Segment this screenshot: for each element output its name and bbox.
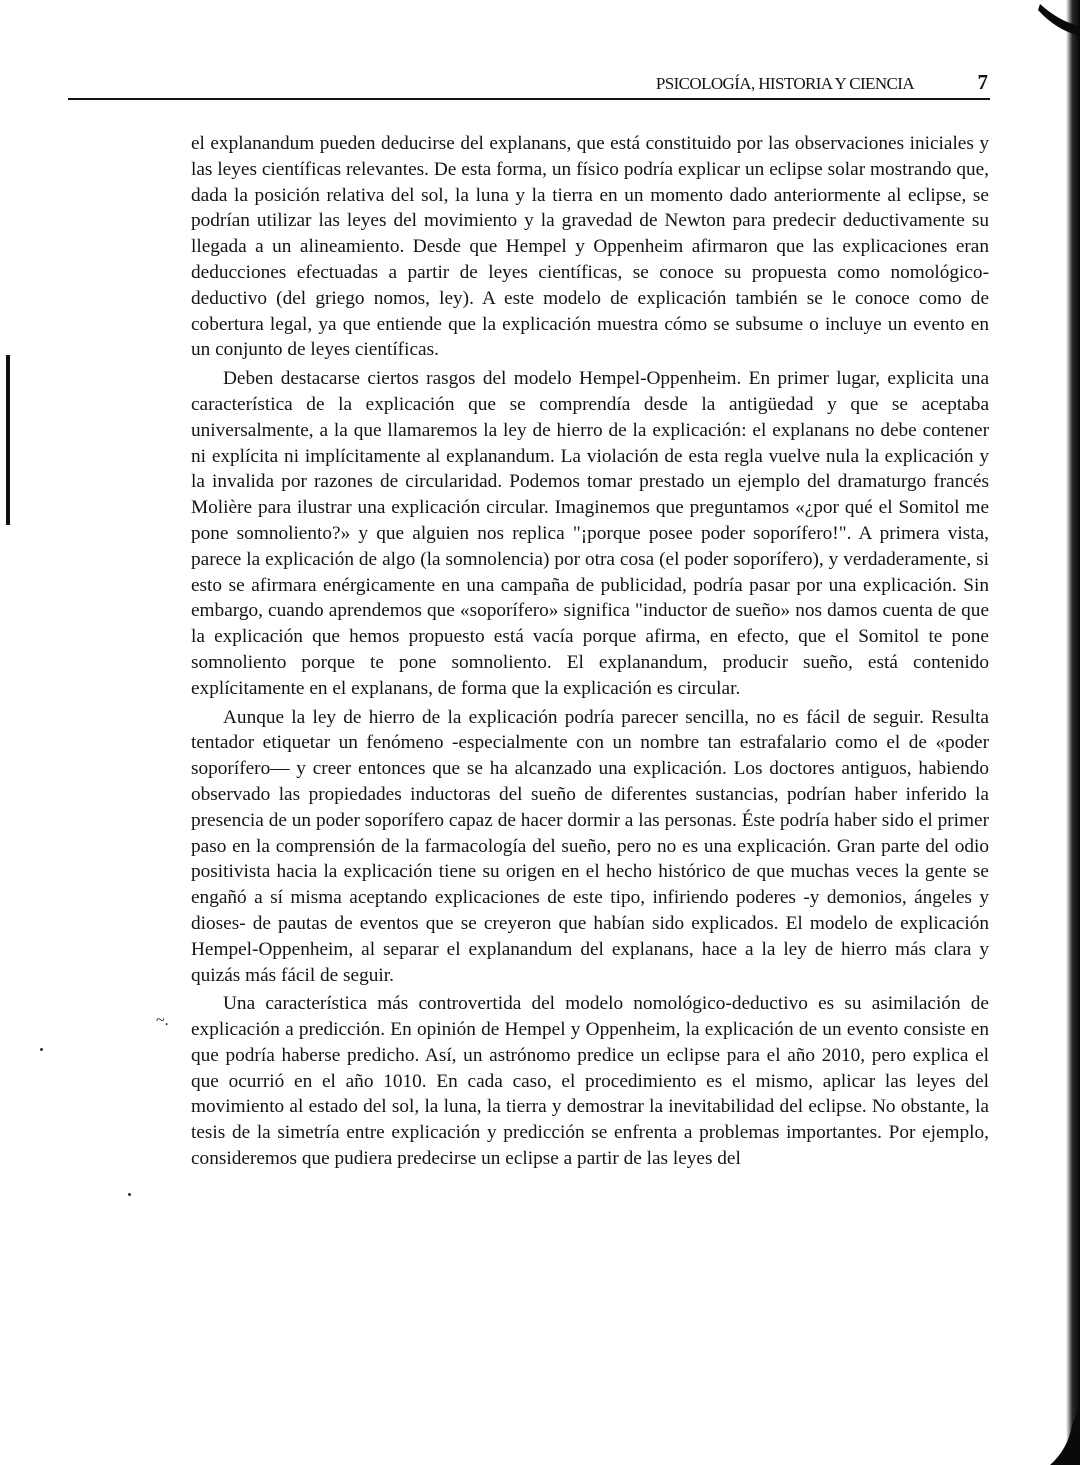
scan-corner-bottom xyxy=(1020,1405,1080,1465)
paragraph: Una característica más controvertida del modelo nomológico-deductivo es su asimilación de explicación a predicción. En opinión de Hempel y Oppenheim, la explicación de un evento consiste en que podría haberse predicho. Así, un astrónomo predice un eclipse para el año 2010, pero explica el que ocurrió en el año 1010. En cada caso, el procedimiento es el mismo, aplicar las leyes del movimiento al estado del sol, la luna, la tierra y demostrar la inevitabilidad del eclipse. No obstante, la tesis de la simetría entre explicación y predicción se enfrenta a problemas importantes. Por ejemplo, consideremos que pudiera predecirse un eclipse a partir de las leyes del xyxy=(191,993,989,1170)
scan-corner-top xyxy=(1020,0,1080,40)
paragraph: el explanandum pueden deducirse del explanans, que está constituido por las observaciones iniciales y las leyes científicas relevantes. De esta forma, un físico podría explicar un eclipse solar mostrando que, dada la posición relativa del sol, la luna y la tierra en un momento dado anteriormente al eclipse, se podrían utilizar las leyes del movimiento y la gravedad de Newton para predecir deductivamente su llegada a un alineamiento. Desde que Hempel y Oppenheim afirmaron que las explicaciones eran deducciones efectuadas a partir de leyes científicas, se conoce su propuesta como nomológico-deductivo (del griego nomos, ley). A este modelo de explicación también se le conoce como de cobertura legal, ya que entiende que la explicación muestra cómo se subsume o incluye un evento en un conjunto de leyes científicas. xyxy=(191,133,989,361)
scan-speck xyxy=(128,1193,131,1196)
paragraph: Aunque la ley de hierro de la explicación podría parecer sencilla, no es fácil de seguir. Resulta tentador etiquetar un fenómeno -especialmente con un nombre tan estrafalario como el de «poder soporífero— y creer entonces que se ha alcanzado una explicación. Los doctores antiguos, habiendo observado las propiedades inductoras del sueño de diferentes sustancias, podrían haber inferido la presencia de un poder soporífero capaz de hacer dormir a las personas. Éste podría haber sido el primer paso en la comprensión de la farmacología del sueño, pero no es una explicación. Gran parte del odio positivista hacia la explicación tiene su origen en el hecho histórico de que muchas veces la gente se engañó a sí misma aceptando explicaciones de este tipo, infiriendo poderes -y demonios, ángeles y dioses- de pautas de eventos que se creyeron que habían sido explicados. El modelo de explicación Hempel-Oppenheim, al separar el explanandum del explanans, hace a la ley de hierro más clara y quizás más fácil de seguir. xyxy=(191,706,989,986)
running-title: PSICOLOGÍA, HISTORIA Y CIENCIA xyxy=(655,74,914,93)
page-number: 7 xyxy=(977,70,988,94)
paragraph: Deben destacarse ciertos rasgos del modelo Hempel-Oppenheim. En primer lugar, explicita una característica de la explicación que se comprendía desde la antigüedad y que se aceptaba universalmente, a la que llamaremos la ley de hierro de la explicación: el explanans no debe contener ni explícita ni implícitamente al explanandum. La violación de esta regla vuelve nula la explicación y la invalida por razones de circularidad. Podemos tomar prestado un ejemplo del dramaturgo francés Molière para ilustrar una explicación circular. Imaginemos que preguntamos «¿por qué el Somitol me pone somnoliento?» y que alguien nos replica "¡porque posee poder soporífero!". A primera vista, parece la explicación de algo (la somnolencia) por otra cosa (el poder soporífero), y verdaderamente, si esto se afirmara enérgicamente en una campaña de publicidad, podría pasar por una explicación. Sin embargo, cuando aprendemos que «soporífero» significa "inductor de sueño» nos damos cuenta de que la explicación que hemos propuesto está vacía porque afirma, en efecto, que el Somitol te pone somnoliento porque te pone somnoliento. El explanandum, producir sueño, está contenido explícitamente en el explanans, de forma que la explicación es circular. xyxy=(191,368,989,699)
binding-mark xyxy=(6,355,10,525)
margin-mark: ~. xyxy=(156,1012,169,1029)
body-text xyxy=(191,131,989,1172)
scan-edge-shadow xyxy=(1066,0,1080,1465)
scan-speck xyxy=(40,1048,43,1051)
running-head xyxy=(68,70,990,100)
